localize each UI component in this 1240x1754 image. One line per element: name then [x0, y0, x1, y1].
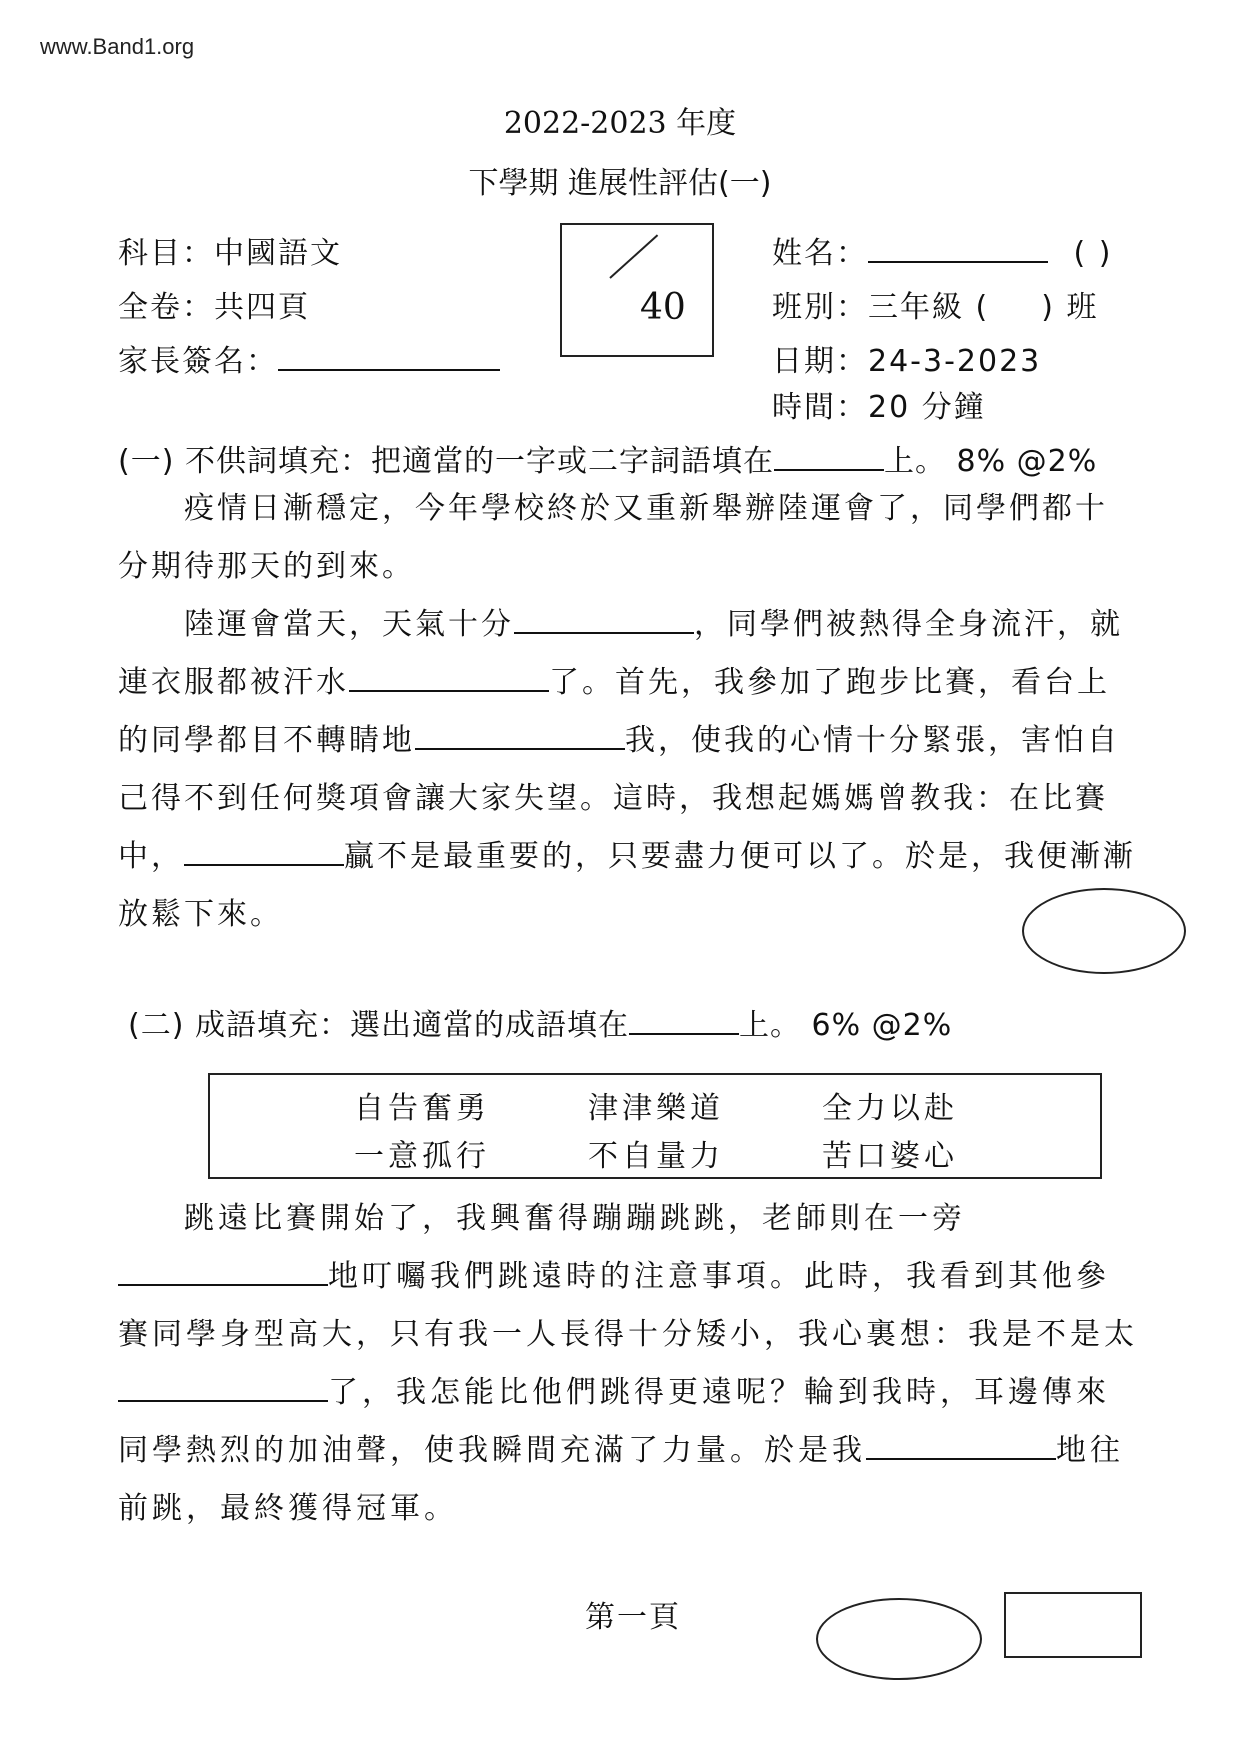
p2-text-a: 陸運會當天，天氣十分 — [184, 607, 514, 642]
p2-text-c: 了。首先，我參加了跑步比賽，看台上的同學都目不轉睛地 — [118, 665, 1110, 758]
p2-text-e: 贏不是最重要的，只要盡力便可以了。於是，我便漸漸放鬆下來。 — [118, 839, 1136, 932]
idiom-option: 全力以赴 — [822, 1091, 958, 1126]
page-total-box — [1004, 1592, 1142, 1658]
section1-instructions: (一) 不供詞填充：把適當的一字或二字詞語填在 — [118, 444, 774, 479]
name-line — [772, 228, 1113, 272]
parent-sign-label: 家長簽名： — [118, 344, 278, 379]
score-max: 40 — [640, 287, 686, 328]
section2-heading — [128, 1000, 952, 1044]
s2-text-c: 了，我怎能比他們跳得更遠呢？輪到我時，耳邊傳來同學熱烈的加油聲，使我瞬間充滿了力量。於是我 — [118, 1375, 1110, 1468]
exam-title: 下學期 進展性評估(一) — [468, 166, 772, 201]
blank-1[interactable] — [514, 606, 694, 634]
section1-paragraph1 — [118, 480, 1138, 596]
section2-marks: 上。 6% @2% — [738, 1008, 953, 1043]
section1-score-oval — [1022, 888, 1186, 974]
section1-paragraph2 — [118, 596, 1138, 944]
example-blank — [774, 443, 884, 471]
date-line: 日期：24-3-2023 — [772, 344, 1042, 379]
class-line — [772, 282, 1099, 326]
class-suffix: ) 班 — [1041, 290, 1099, 325]
idiom-option: 自告奮勇 — [354, 1091, 490, 1126]
s2-text-a: 跳遠比賽開始了，我興奮得蹦蹦跳跳，老師則在一旁 — [184, 1201, 966, 1236]
site-url: www.Band1.org — [40, 34, 195, 59]
blank-6[interactable] — [118, 1374, 328, 1402]
blank-3[interactable] — [415, 722, 625, 750]
name-label: 姓名： — [772, 236, 868, 271]
pages-line: 全卷：共四頁 — [118, 290, 310, 325]
s2-text-d: 地往前跳，最終獲得冠軍。 — [118, 1433, 1124, 1526]
idiom-option: 苦口婆心 — [822, 1139, 958, 1174]
class-number-paren: ( ) — [1073, 236, 1113, 271]
blank-4[interactable] — [184, 838, 344, 866]
section1-heading — [118, 436, 1097, 480]
time-line: 時間：20 分鐘 — [772, 390, 986, 425]
parent-sign-line — [118, 336, 500, 380]
page-score-oval — [816, 1598, 982, 1680]
page-number: 第一頁 — [585, 1600, 681, 1635]
score-slash — [609, 234, 658, 278]
idiom-word-bank — [208, 1073, 1102, 1179]
score-box — [560, 223, 714, 357]
section1-marks: 上。 8% @2% — [883, 444, 1098, 479]
name-blank[interactable] — [868, 235, 1048, 263]
class-label: 班別：三年級 ( — [772, 290, 990, 325]
idiom-option: 津津樂道 — [588, 1091, 724, 1126]
subject-line: 科目：中國語文 — [118, 236, 342, 271]
idiom-option: 不自量力 — [588, 1139, 724, 1174]
idiom-option: 一意孤行 — [354, 1139, 490, 1174]
blank-7[interactable] — [866, 1432, 1056, 1460]
parent-sign-blank[interactable] — [278, 343, 500, 371]
example-blank-2 — [629, 1007, 739, 1035]
p2-text-b: ，同學們被熱得全身流汗，就連衣服都被汗水 — [118, 607, 1123, 700]
paragraph1-text: 疫情日漸穩定，今年學校終於又重新舉辦陸運會了，同學們都十分期待那天的到來。 — [118, 491, 1108, 584]
exam-year: 2022-2023 年度 — [503, 106, 737, 141]
p2-text-d: 我，使我的心情十分緊張，害怕自己得不到任何獎項會讓大家失望。這時，我想起媽媽曾教我：在比賽中， — [118, 723, 1120, 874]
section2-paragraph — [118, 1190, 1138, 1538]
blank-2[interactable] — [349, 664, 549, 692]
section2-instructions: (二) 成語填充：選出適當的成語填在 — [128, 1008, 629, 1043]
blank-5[interactable] — [118, 1258, 328, 1286]
s2-text-b: 地叮囑我們跳遠時的注意事項。此時，我看到其他參賽同學身型高大，只有我一人長得十分矮小，我心裏想：我是不是太 — [118, 1259, 1138, 1352]
